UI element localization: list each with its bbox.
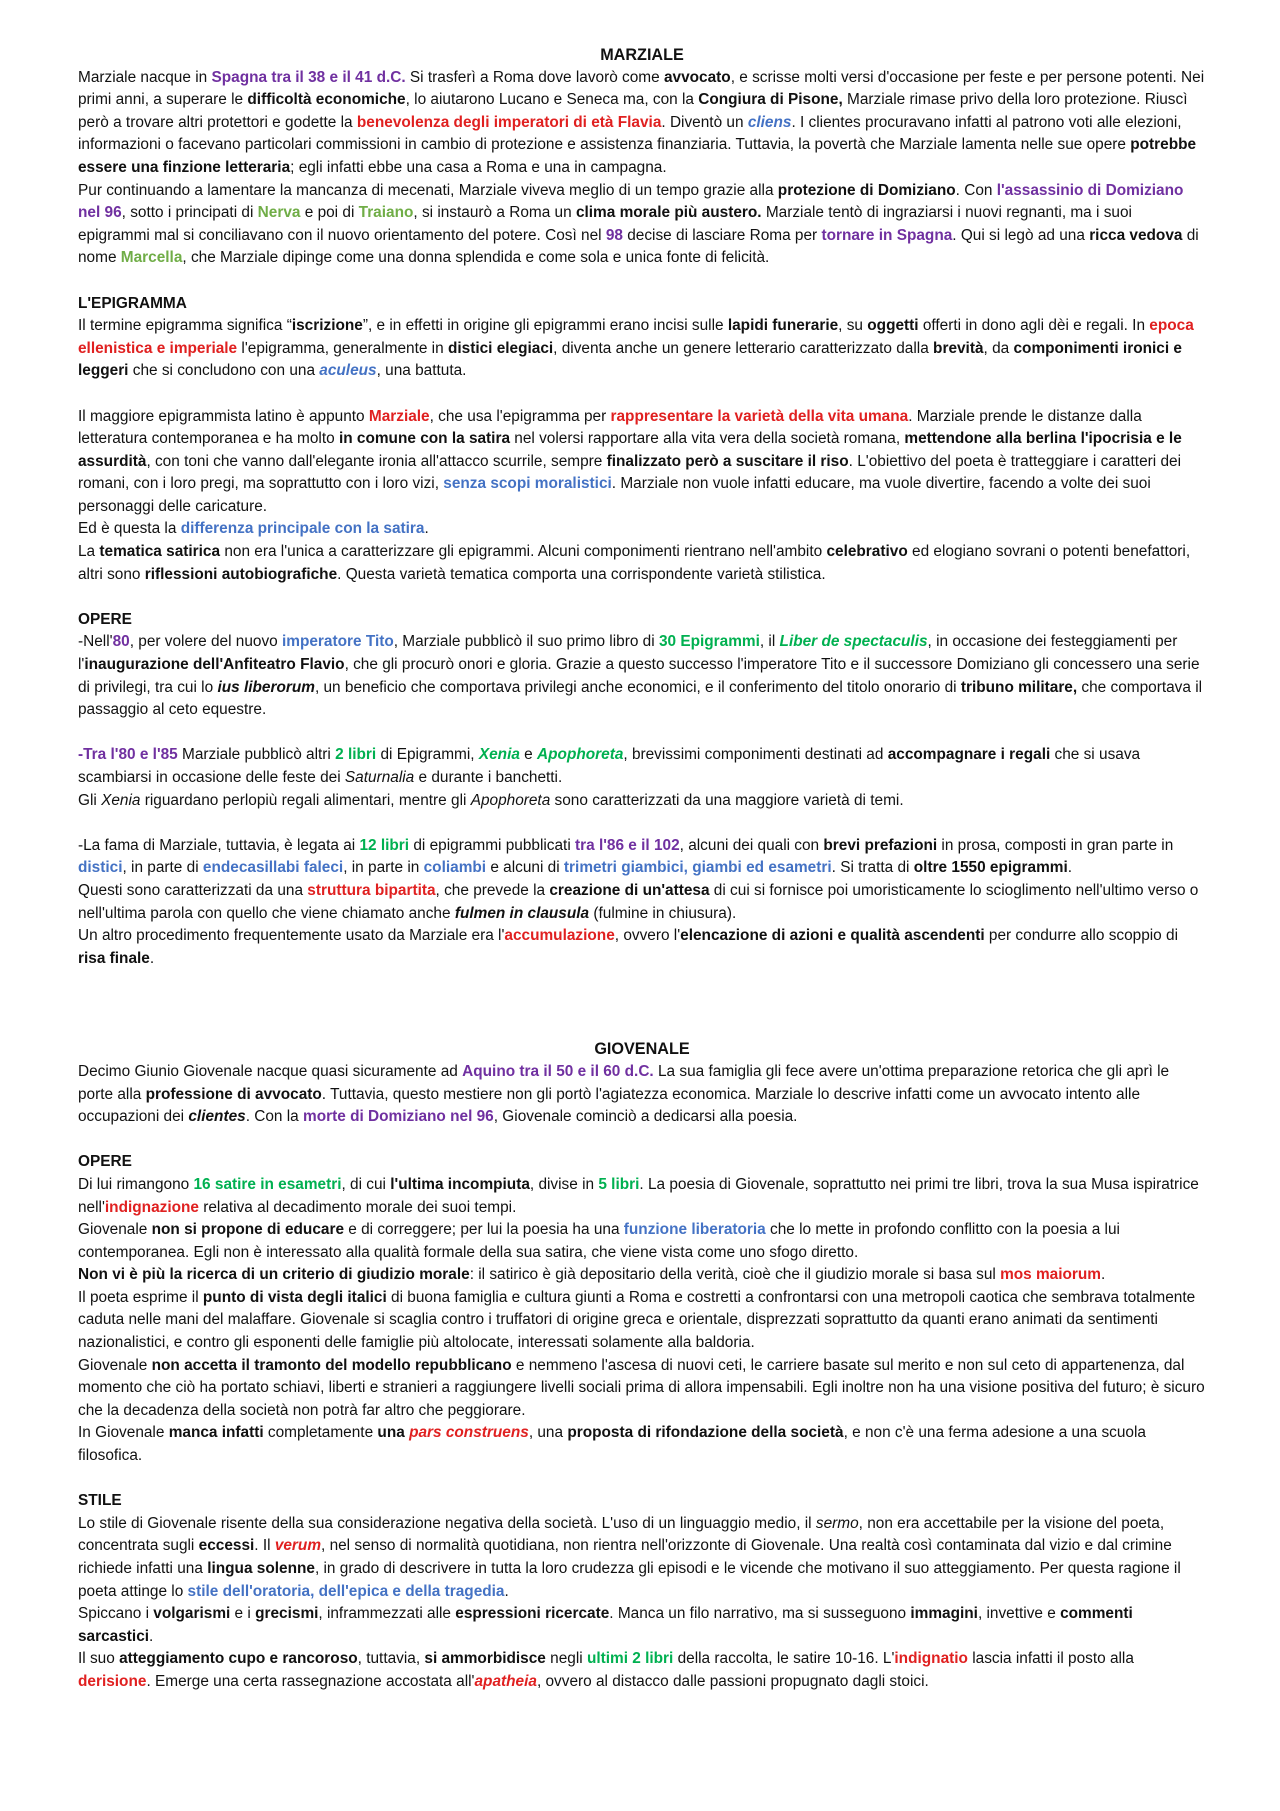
text-run: 16 satire in esametri (193, 1175, 342, 1193)
text-run: lapidi funerarie (727, 317, 839, 335)
text-run: indignazione (104, 1198, 199, 1216)
paragraph: Giovenale non si propone di educare e di correggere; per lui la poesia ha una funzione liberatoria che lo mette in profondo conflitto con la poesia a lui contemporanea. Egli non è interessato alla qualità formale della sua satira, che viene vista come uno sfogo diretto. (78, 1221, 1120, 1261)
text-run: professione di avvocato (145, 1085, 322, 1103)
paragraph: La tematica satirica non era l'unica a caratterizzare gli epigrammi. Alcuni componimenti rientrano nell'ambito celebrativo ed elogiano sovrani o potenti benefattori, altri sono riflessioni autobiografiche. Questa varietà tematica comporta una corrispondente varietà stilistica. (78, 543, 1191, 583)
text-run: cliens (747, 113, 792, 131)
heading-opere-giovenale: OPERE (78, 1153, 132, 1171)
text-run: 12 libri (359, 836, 410, 854)
text-run: apatheia (474, 1672, 537, 1690)
text-run: finalizzato però a suscitare il riso (606, 452, 849, 470)
paragraph: Un altro procedimento frequentemente usato da Marziale era l'accumulazione, ovvero l'elencazione di azioni e qualità ascendenti per condurre allo scoppio di risa finale. (78, 927, 1178, 967)
text-run: si ammorbidisce (424, 1650, 546, 1668)
text-run: Saturnalia (344, 769, 415, 786)
paragraph: -Tra l'80 e l'85 Marziale pubblicò altri 2 libri di Epigrammi, Xenia e Apophoreta, brevissimi componimenti destinati ad accompagnare i regali che si usava scambiarsi in occasione delle feste dei Saturnalia e durante i banchetti. (78, 746, 1141, 786)
text-run: accompagnare i regali (887, 746, 1051, 764)
text-run: Marcella (120, 249, 183, 267)
text-run: Nerva (257, 204, 301, 222)
text-run: coliambi (423, 859, 487, 877)
paragraph: In Giovenale manca infatti completamente una pars construens, una proposta di rifondazione della società, e non c'è una ferma adesione a una scuola filosofica. (78, 1424, 1146, 1465)
paragraph: Il termine epigramma significa “iscrizione”, e in effetti in origine gli epigrammi erano incisi sulle lapidi funerarie, su oggetti offerti in dono agli dèi e regali. In epoca ellenistica e imperiale l'epigramma, generalmente in distici elegiaci, diventa anche un genere letterario caratterizzato dalla brevità, da componimenti ironici e leggeri che si concludono con una aculeus, una battuta. (78, 317, 1194, 380)
text-run: distici elegiaci (447, 339, 554, 357)
giovenale-stile (78, 1513, 1206, 1694)
text-run: non si propone di educare (151, 1221, 344, 1239)
paragraph: Pur continuando a lamentare la mancanza di mecenati, Marziale viveva meglio di un tempo grazie alla protezione di Domiziano. Con l'assassinio di Domiziano nel 96, sotto i principati di Nerva e poi di Traiano, si instaurò a Roma un clima morale più austero. Marziale tentò di ingraziarsi i nuovi regnanti, ma i suoi epigrammi mal si conciliavano con il nuovo orientamento del potere. Così nel 98 decise di lasciare Roma per tornare in Spagna. Qui si legò ad una ricca vedova di nome Marcella, che Marziale dipinge come una donna splendida e come sola e unica fonte di felicità. (78, 181, 1199, 267)
text-run: 5 libri (598, 1175, 640, 1193)
text-run: 30 Epigrammi (658, 633, 760, 651)
heading-epigramma: L'EPIGRAMMA (78, 294, 187, 312)
text-run: brevità (933, 339, 984, 357)
marziale-opere (78, 631, 1206, 970)
heading-opere-marziale: OPERE (78, 610, 132, 628)
text-run: Apophoreta (470, 791, 551, 809)
text-run: tra l'86 e il 102 (575, 836, 680, 854)
text-run: 80 (112, 633, 130, 651)
paragraph: Spiccano i volgarismi e i grecismi, inframmezzati alle espressioni ricercate. Manca un filo narrativo, ma si susseguono immagini, invettive e commenti sarcastici. (78, 1605, 1133, 1645)
giovenale-bio (78, 1061, 1206, 1129)
text-run: mettendone alla berlina l'ipocrisia e le assurdità (78, 430, 1182, 470)
paragraph: -Nell'80, per volere del nuovo imperatore Tito, Marziale pubblicò il suo primo libro di 30 Epigrammi, il Liber de spectaculis, in occasione dei festeggiamenti per l'inaugurazione dell'Anfiteatro Flavio, che gli procurò onori e gloria. Grazie a questo successo l'imperatore Tito e il successore Domiziano gli concessero una serie di privilegi, tra cui lo ius liberorum, un beneficio che comportava privilegi anche economici, e il conferimento del titolo onorario di tribuno militare, che comportava il passaggio al ceto equestre. (78, 633, 1203, 719)
text-run: tornare in Spagna (821, 226, 953, 244)
text-run: clientes (188, 1108, 246, 1126)
paragraph: Di lui rimangono 16 satire in esametri, di cui l'ultima incompiuta, divise in 5 libri. La poesia di Giovenale, soprattutto nei primi tre libri, trova la sua Musa ispiratrice nell'indignazione relativa al decadimento morale dei suoi tempi. (78, 1175, 1199, 1216)
text-run: volgarismi (153, 1605, 231, 1623)
text-run: potrebbe essere una finzione letteraria (78, 136, 1197, 176)
text-run: grecismi (255, 1605, 319, 1623)
text-run: pars construens (409, 1424, 529, 1442)
text-run: endecasillabi faleci (202, 859, 344, 877)
text-run: avvocato (663, 68, 731, 86)
text-run: clima morale più austero. (575, 204, 762, 222)
text-run: Liber de spectaculis (779, 633, 928, 651)
text-run: immagini (910, 1605, 978, 1623)
text-run: aculeus (319, 362, 377, 380)
paragraph: Gli Xenia riguardano perlopiù regali alimentari, mentre gli Apophoreta sono caratterizzati da una maggiore varietà di temi. (78, 791, 904, 809)
text-run: ricca vedova (1089, 226, 1183, 244)
text-run: benevolenza degli imperatori di età Flavia (356, 113, 662, 131)
text-run: iscrizione (291, 317, 363, 335)
text-run: tematica satirica (99, 543, 221, 561)
title-giovenale: GIOVENALE (594, 1040, 690, 1059)
text-run: elencazione di azioni e qualità ascendenti (680, 927, 985, 945)
paragraph: Questi sono caratterizzati da una struttura bipartita, che prevede la creazione di un'attesa di cui si fornisce poi umoristicamente lo scioglimento nell'ultimo verso o nell'ultima parola con quello che viene chiamato anche fulmen in clausula (fulmine in chiusura). (78, 881, 1199, 922)
text-run: brevi prefazioni (823, 836, 938, 854)
document-page (78, 44, 1206, 1694)
paragraph: -La fama di Marziale, tuttavia, è legata ai 12 libri di epigrammi pubblicati tra l'86 e il 102, alcuni dei quali con brevi prefazioni in prosa, composti in gran parte in distici, in parte di endecasillabi faleci, in parte in coliambi e alcuni di trimetri giambici, giambi ed esametri. Si tratta di oltre 1550 epigrammi. (78, 836, 1174, 877)
paragraph: Lo stile di Giovenale risente della sua considerazione negativa della società. L'uso di un linguaggio medio, il sermo, non era accettabile per la visione del poeta, concentrata sugli eccessi. Il verum, nel senso di normalità quotidiana, non rientra nell'orizzonte di Giovenale. Una realtà così contaminata dal vizio e dal crimine richiede infatti una lingua solenne, in grado di descrivere in tutta la loro crudezza gli episodi e le vicende che motivano il suo atteggiamento. Per questa ragione il poeta attinge lo stile dell'oratoria, dell'epica e della tragedia. (78, 1514, 1181, 1600)
paragraph: Giovenale non accetta il tramonto del modello repubblicano e nemmeno l'ascesa di nuovi ceti, le carriere basate sul merito e non sul ceto di appartenenza, dal momento che ciò ha portato schiavi, liberti e stranieri a raggiungere livelli sociali prima di allora impensabili. Egli inoltre non ha una visione positiva del futuro; è sicuro che la decadenza della società non potrà far altro che peggiorare. (78, 1356, 1205, 1419)
text-run: Spagna tra il 38 e il 41 d.C. (211, 68, 406, 86)
text-run: componimenti ironici e leggeri (78, 339, 1182, 380)
text-run: ius liberorum (217, 678, 315, 696)
text-run: accumulazione (504, 927, 615, 945)
text-run: manca infatti (168, 1424, 264, 1442)
text-run: protezione di Domiziano (777, 181, 956, 199)
text-run: differenza principale con la satira (180, 520, 425, 538)
text-run: oggetti (867, 317, 919, 335)
text-run: Non vi è più la ricerca di un criterio di giudizio morale (78, 1266, 470, 1284)
text-run: punto di vista degli italici (202, 1288, 387, 1306)
text-run: creazione di un'attesa (549, 881, 710, 899)
text-run: indignatio (894, 1650, 968, 1668)
marziale-bio (78, 67, 1206, 270)
text-run: una (377, 1424, 410, 1442)
text-run: non accetta il tramonto del modello repubblicano (151, 1356, 512, 1374)
marziale-epigramma (78, 315, 1206, 586)
text-run: in comune con la satira (338, 430, 511, 448)
text-run: epoca ellenistica e imperiale (78, 317, 1194, 357)
text-run: distici (78, 859, 123, 877)
text-run: ultimi 2 libri (586, 1650, 674, 1668)
text-run: mos maiorum (1000, 1266, 1101, 1284)
text-run: morte di Domiziano nel 96 (303, 1108, 494, 1126)
text-run: riflessioni autobiografiche (144, 565, 338, 583)
text-run: trimetri giambici, giambi ed esametri (563, 859, 832, 877)
paragraph: Marziale nacque in Spagna tra il 38 e il 41 d.C. Si trasferì a Roma dove lavorò come avvocato, e scrisse molti versi d'occasione per feste e per persone potenti. Nei primi anni, a superare le difficoltà economiche, lo aiutarono Lucano e Seneca ma, con la Congiura di Pisone, Marziale rimase privo della loro protezione. Riuscì però a trovare altri protettori e godette la benevolenza degli imperatori di età Flavia. Diventò un cliens. I clientes procuravano infatti al patrono voti alle elezioni, informazioni o facevano particolari commissioni in cambio di protezione e assistenza finanziaria. Tuttavia, la povertà che Marziale lamenta nelle sue opere potrebbe essere una finzione letteraria; egli infatti ebbe una casa a Roma e una in campagna. (78, 68, 1205, 176)
text-run: Aquino tra il 50 e il 60 d.C. (462, 1062, 654, 1080)
text-run: l'ultima incompiuta (390, 1175, 530, 1193)
text-run: difficoltà economiche (247, 91, 406, 109)
text-run: sermo (815, 1514, 859, 1532)
text-run: rappresentare la varietà della vita umana (610, 407, 909, 425)
text-run: inaugurazione dell'Anfiteatro Flavio (84, 656, 345, 674)
text-run: stile dell'oratoria, dell'epica e della tragedia (187, 1582, 505, 1600)
text-run: risa finale (78, 949, 150, 967)
text-run: Xenia (101, 791, 141, 809)
text-run: l'assassinio di Domiziano nel 96 (78, 181, 1184, 222)
text-run: struttura bipartita (307, 881, 436, 899)
text-run: Traiano (358, 204, 414, 222)
text-run: Congiura di Pisone, (698, 91, 843, 109)
text-run: commenti sarcastici (78, 1605, 1133, 1645)
paragraph: Il maggiore epigrammista latino è appunto Marziale, che usa l'epigramma per rappresentare la varietà della vita umana. Marziale prende le distanze dalla letteratura contemporanea e ha molto in comune con la satira nel volersi rapportare alla vita vera della società romana, mettendone alla berlina l'ipocrisia e le assurdità, con toni che vanno dall'elegante ironia all'attacco scurrile, sempre finalizzato però a suscitare il riso. L'obiettivo del poeta è tratteggiare i caratteri dei romani, con i loro pregi, ma soprattutto con i loro vizi, senza scopi moralistici. Marziale non vuole infatti educare, ma vuole divertire, facendo a volte dei suoi personaggi delle caricature. (78, 407, 1182, 515)
text-run: tribuno militare, (960, 678, 1078, 696)
paragraph: Il suo atteggiamento cupo e rancoroso, tuttavia, si ammorbidisce negli ultimi 2 libri della raccolta, le satire 10-16. L'indignatio lascia infatti il posto alla derisione. Emerge una certa rassegnazione accostata all'apatheia, ovvero al distacco dalle passioni propugnato dagli stoici. (78, 1650, 1134, 1690)
paragraph: Ed è questa la differenza principale con la satira. (78, 520, 429, 538)
text-run: fulmen in clausula (454, 904, 590, 922)
text-run: celebrativo (826, 543, 908, 561)
text-run: senza scopi moralistici (443, 475, 612, 493)
text-run: funzione liberatoria (623, 1221, 766, 1239)
giovenale-opere (78, 1174, 1206, 1468)
heading-stile: STILE (78, 1492, 122, 1510)
text-run: Xenia (478, 746, 520, 764)
paragraph: Il poeta esprime il punto di vista degli italici di buona famiglia e cultura giunti a Roma e costretti a confrontarsi con una metropoli caotica che sembrava totalmente caduta nelle mani del malaffare. Giovenale si scaglia contro i truffatori di origine greca e orientale, disprezzati soprattutto da quanti erano animati da sentimenti nazionalistici, e contro gli esponenti delle famiglie più altolocate, interessati solamente alla baldoria. (78, 1288, 1196, 1352)
text-run: atteggiamento cupo e rancoroso (119, 1650, 358, 1668)
text-run: Marziale (368, 407, 430, 425)
text-run: imperatore Tito (282, 633, 394, 651)
text-run: eccessi (198, 1537, 255, 1555)
text-run: proposta di rifondazione della società (567, 1424, 844, 1442)
paragraph: Non vi è più la ricerca di un criterio di giudizio morale: il satirico è già depositario della verità, cioè che il giudizio morale si basa sul mos maiorum. (78, 1266, 1106, 1284)
text-run: derisione (78, 1672, 147, 1690)
text-run: espressioni ricercate (455, 1605, 610, 1623)
text-run: -Tra l'80 e l'85 (78, 746, 178, 764)
title-marziale: MARZIALE (600, 46, 684, 64)
text-run: lingua solenne (207, 1560, 315, 1577)
text-run: 98 (605, 226, 623, 244)
paragraph: Decimo Giunio Giovenale nacque quasi sicuramente ad Aquino tra il 50 e il 60 d.C. La sua famiglia gli fece avere un'ottima preparazione retorica che gli aprì le porte alla professione di avvocato. Tuttavia, questo mestiere non gli portò l'agiatezza economica. Marziale lo descrive infatti come un avvocato intento alle occupazioni dei clientes. Con la morte di Domiziano nel 96, Giovenale cominciò a dedicarsi alla poesia. (78, 1062, 1170, 1126)
text-run: oltre 1550 epigrammi (913, 859, 1068, 877)
text-run: 2 libri (335, 746, 377, 764)
text-run: verum (274, 1537, 322, 1555)
text-run: Apophoreta (537, 746, 624, 764)
